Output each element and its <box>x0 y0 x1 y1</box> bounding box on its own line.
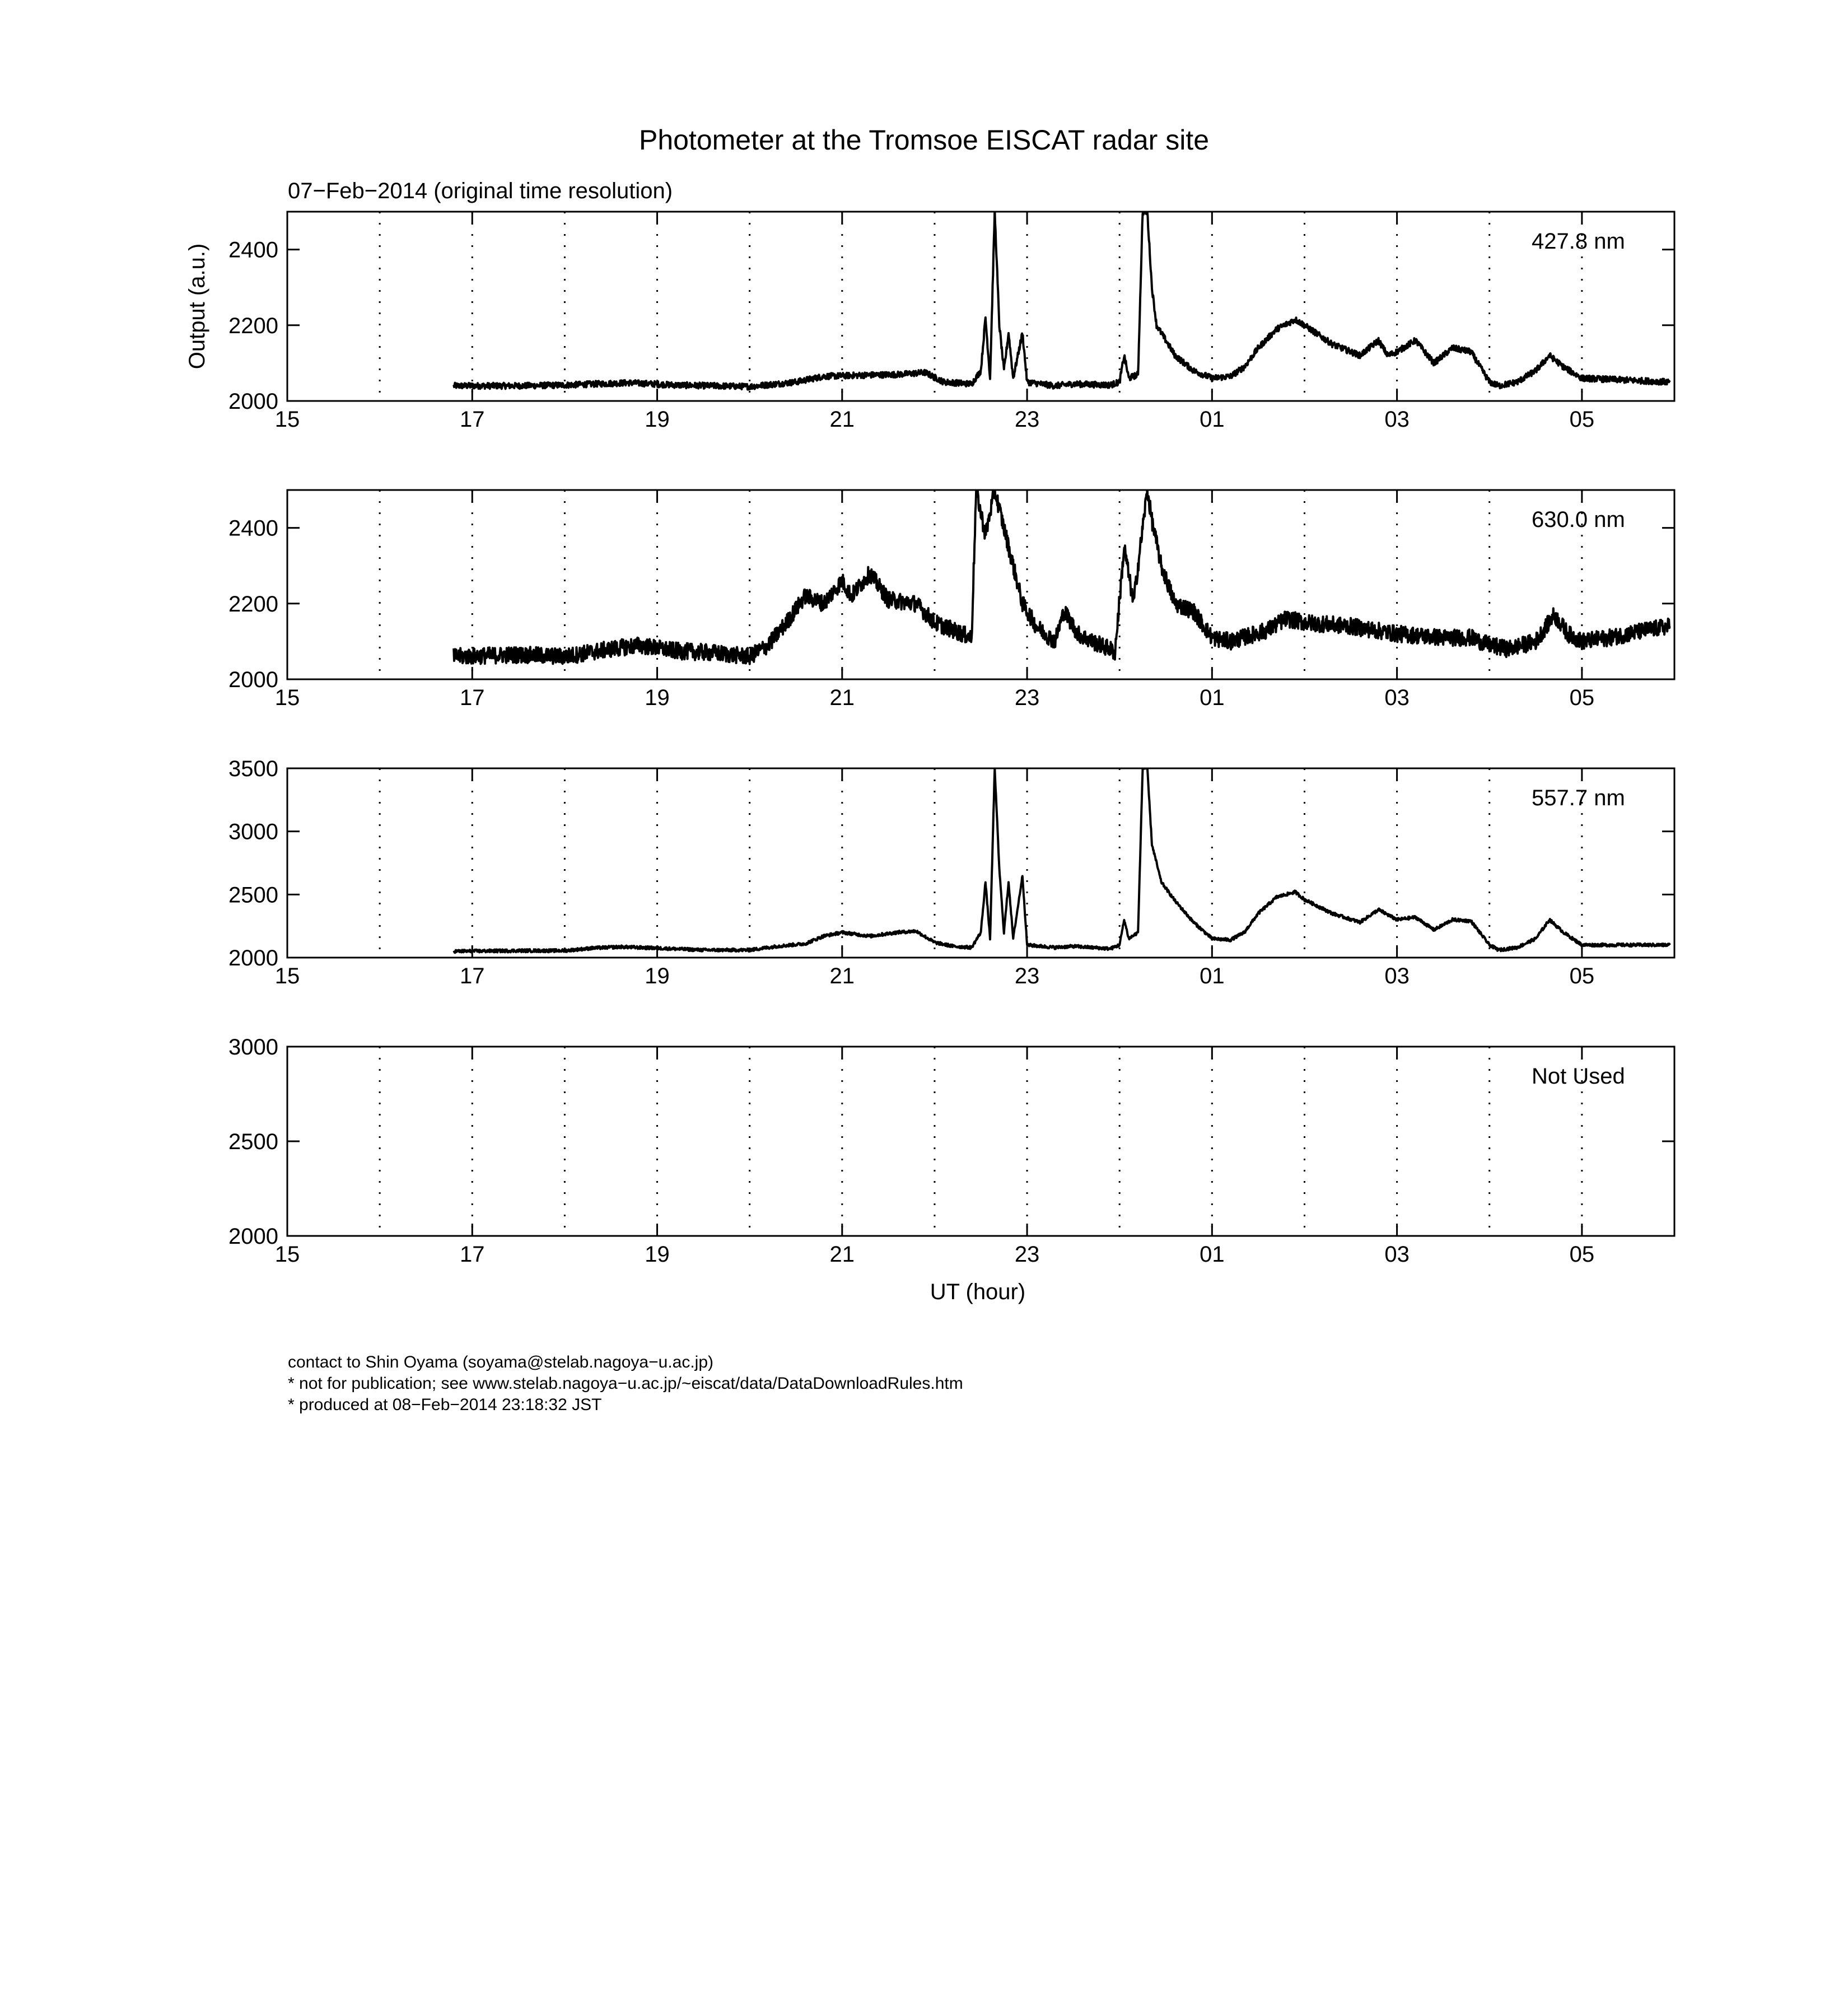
footer-produced-at: * produced at 08−Feb−2014 23:18:32 JST <box>288 1396 602 1414</box>
y-tick-label: 3000 <box>228 819 278 844</box>
y-axis-label: Output (a.u.) <box>185 243 209 370</box>
y-tick-label: 2000 <box>228 389 278 414</box>
chart-subtitle: 07−Feb−2014 (original time resolution) <box>288 179 673 203</box>
x-tick-label: 21 <box>829 964 855 988</box>
x-tick-label: 17 <box>460 1242 485 1267</box>
x-tick-label: 01 <box>1200 1242 1225 1267</box>
y-tick-label: 2200 <box>228 313 278 338</box>
x-tick-label: 19 <box>645 407 670 432</box>
panel-2 <box>228 484 1674 710</box>
data-series-line <box>454 767 1670 953</box>
panel-label: Not Used <box>1532 1064 1625 1089</box>
panel-label: 427.8 nm <box>1532 229 1625 254</box>
y-tick-label: 3500 <box>228 757 278 781</box>
footer-publication-note: * not for publication; see www.stelab.nagoya−u.ac.jp/~eiscat/data/DataDownloadRules.htm <box>288 1374 963 1393</box>
y-tick-label: 2400 <box>228 516 278 541</box>
x-tick-label: 01 <box>1200 685 1225 710</box>
panel-1 <box>228 209 1674 432</box>
x-tick-label: 17 <box>460 964 485 988</box>
x-tick-label: 17 <box>460 407 485 432</box>
x-tick-label: 23 <box>1014 685 1040 710</box>
panel-3 <box>228 757 1674 988</box>
footer-contact: contact to Shin Oyama (soyama@stelab.nagoya−u.ac.jp) <box>288 1353 714 1371</box>
y-tick-label: 3000 <box>228 1035 278 1060</box>
x-tick-label: 19 <box>645 964 670 988</box>
x-tick-label: 03 <box>1384 685 1410 710</box>
x-tick-label: 03 <box>1384 964 1410 988</box>
x-tick-label: 15 <box>274 964 300 988</box>
data-series-line <box>454 484 1670 664</box>
x-tick-label: 01 <box>1200 407 1225 432</box>
x-tick-label: 17 <box>460 685 485 710</box>
panel-4 <box>228 1035 1674 1267</box>
x-tick-label: 21 <box>829 1242 855 1267</box>
x-axis-label: UT (hour) <box>930 1280 1026 1304</box>
x-tick-label: 19 <box>645 685 670 710</box>
x-tick-label: 15 <box>274 685 300 710</box>
y-tick-label: 2000 <box>228 946 278 970</box>
axes-box <box>287 1047 1674 1236</box>
x-tick-label: 05 <box>1569 1242 1595 1267</box>
y-tick-label: 2400 <box>228 237 278 263</box>
x-tick-label: 03 <box>1384 1242 1410 1267</box>
x-tick-label: 19 <box>645 1242 670 1267</box>
x-tick-label: 21 <box>829 685 855 710</box>
data-series-line <box>454 209 1670 390</box>
panel-label: 630.0 nm <box>1532 507 1625 532</box>
y-tick-label: 2000 <box>228 1224 278 1249</box>
x-tick-label: 05 <box>1569 964 1595 988</box>
y-tick-label: 2000 <box>228 668 278 692</box>
x-tick-label: 15 <box>274 1242 300 1267</box>
chart-title: Photometer at the Tromsoe EISCAT radar site <box>638 124 1210 156</box>
x-tick-label: 05 <box>1569 685 1595 710</box>
x-tick-label: 23 <box>1014 1242 1040 1267</box>
y-tick-label: 2200 <box>228 591 278 617</box>
x-tick-label: 23 <box>1014 964 1040 988</box>
x-tick-label: 15 <box>274 407 300 432</box>
panel-label: 557.7 nm <box>1532 786 1625 810</box>
x-tick-label: 23 <box>1014 407 1040 432</box>
x-tick-label: 03 <box>1384 407 1410 432</box>
x-tick-label: 05 <box>1569 407 1595 432</box>
x-tick-label: 01 <box>1200 964 1225 988</box>
y-tick-label: 2500 <box>228 1130 278 1154</box>
y-tick-label: 2500 <box>228 883 278 908</box>
x-tick-label: 21 <box>829 407 855 432</box>
